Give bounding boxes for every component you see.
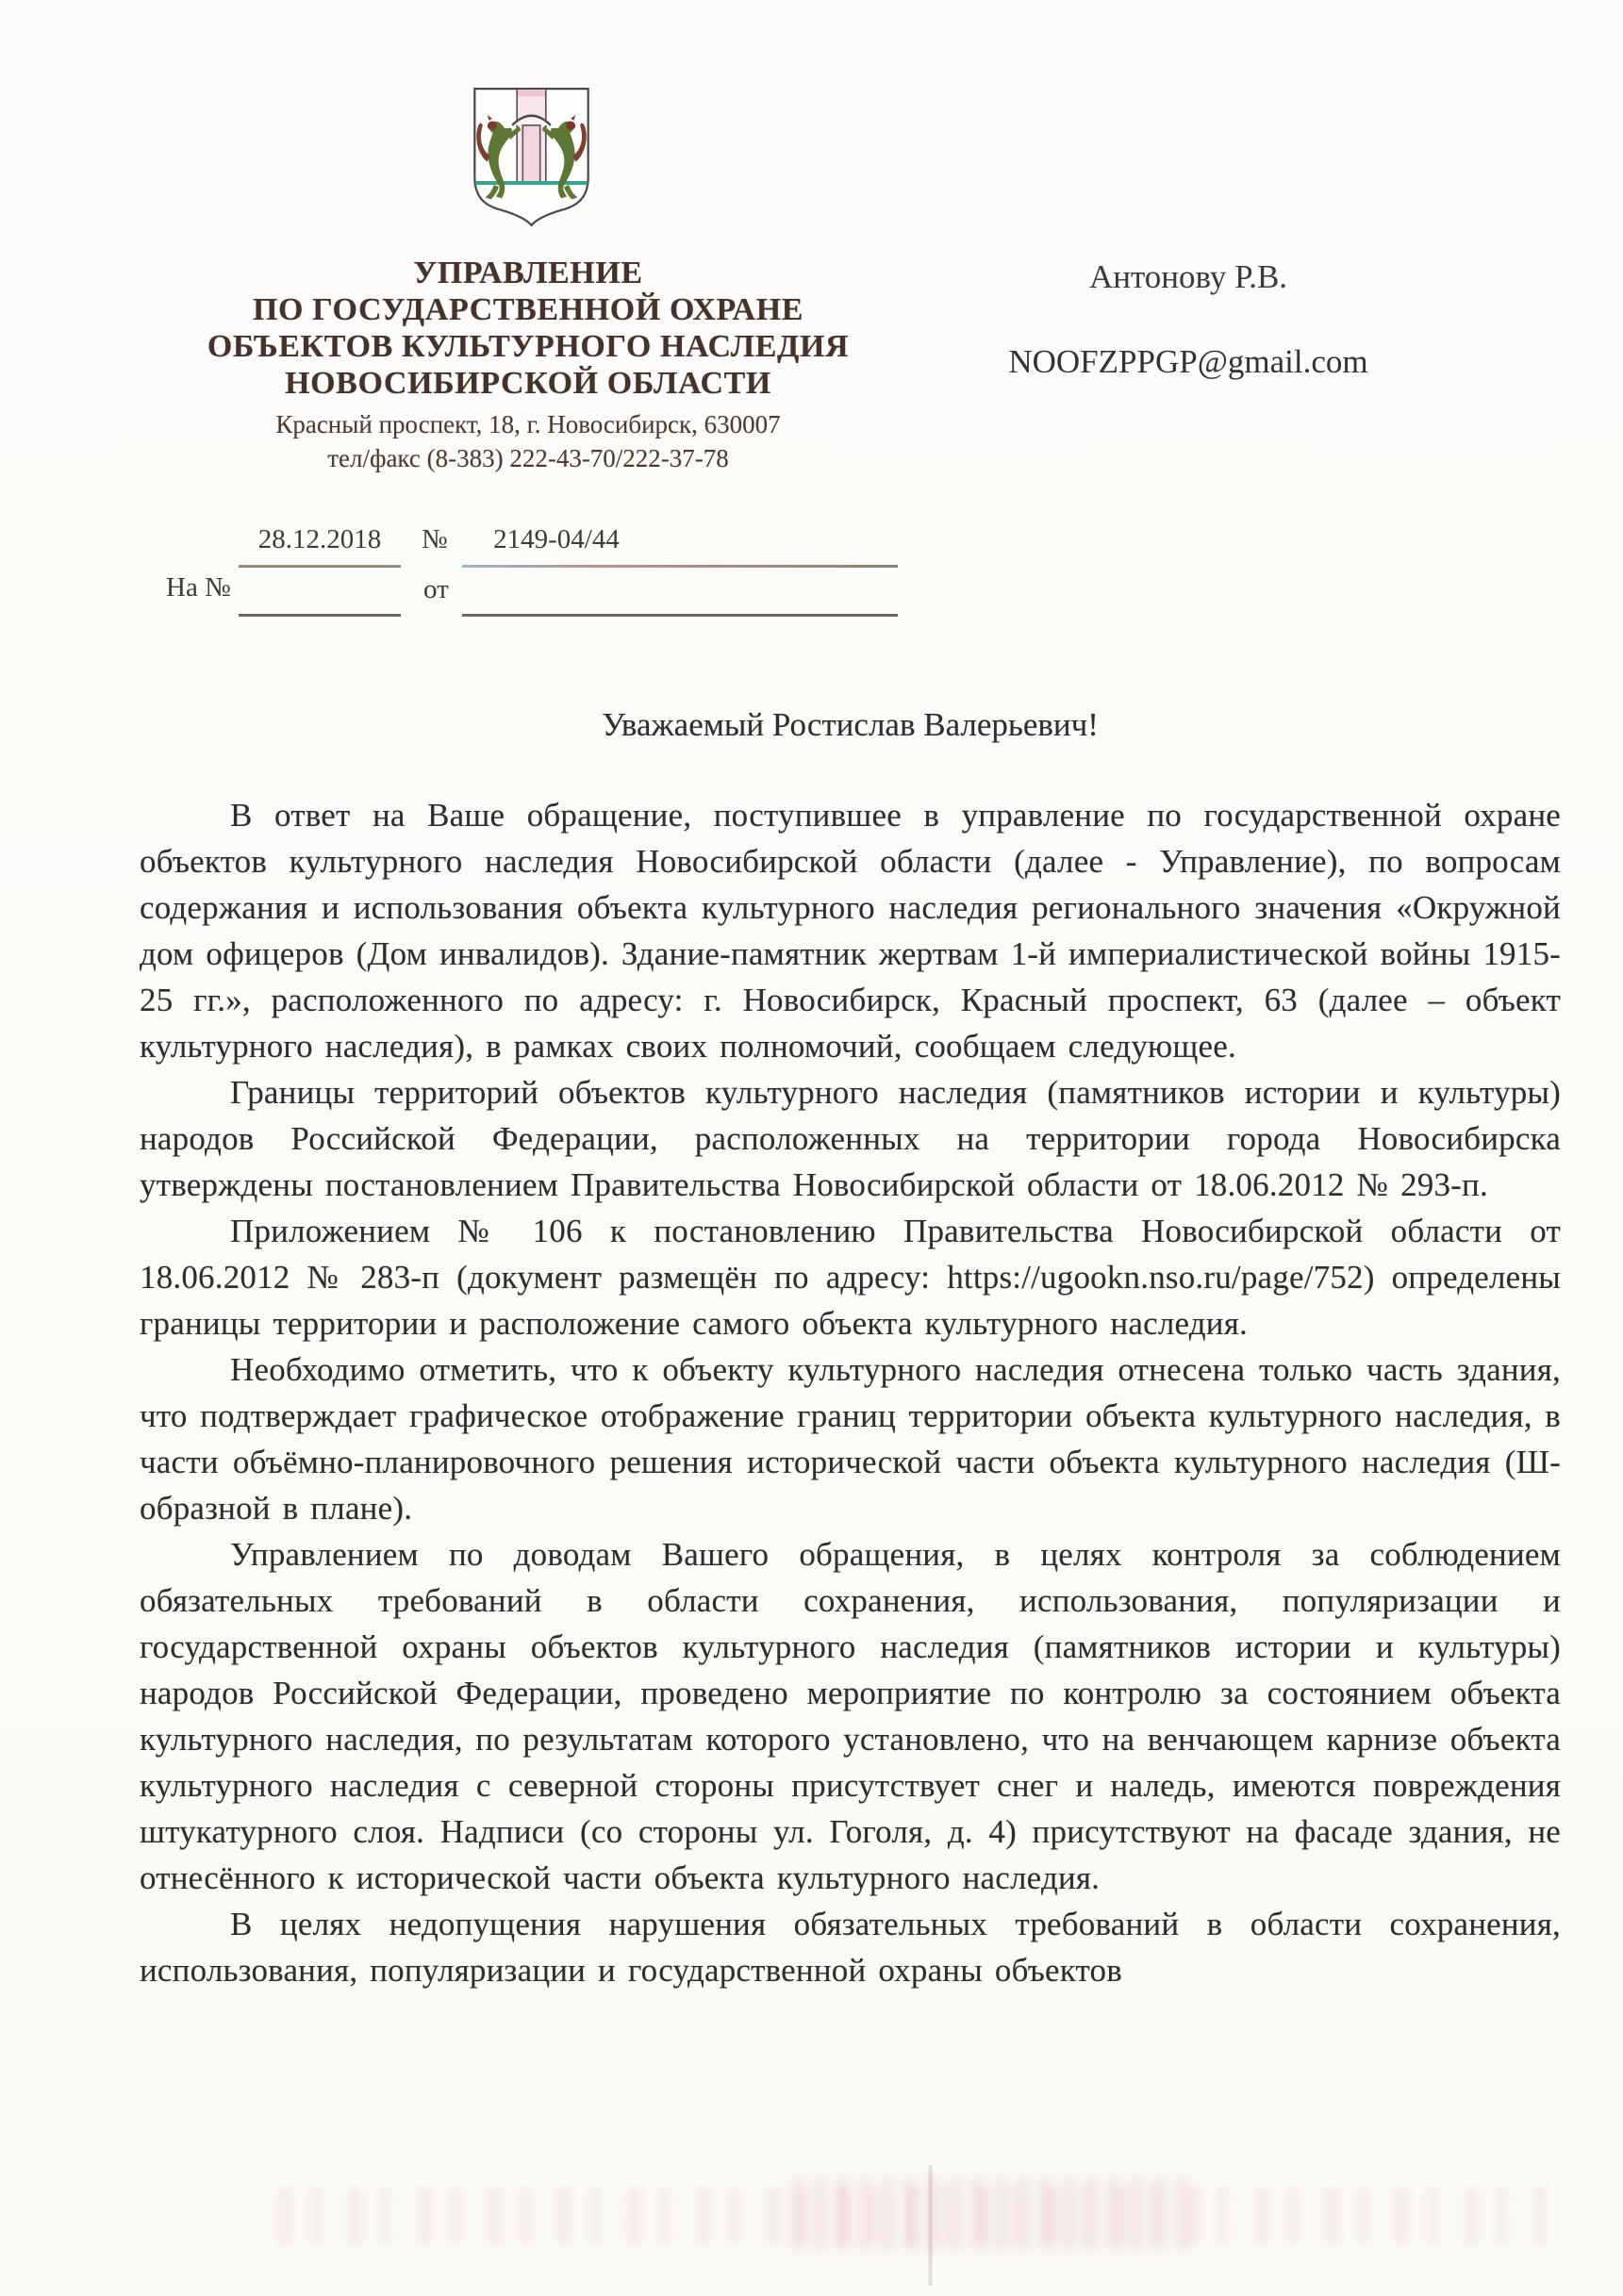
number-underline [462,565,898,568]
body-paragraph: Границы территорий объектов культурного наследия (памятников истории и культуры) народов Российской Федерации, расположенных на территории города Новосибирска утверждены постановлением Правительства Новосибирской области от 18.06.2012 № 293-п. [140,1074,1561,1203]
org-postal-address: Красный проспект, 18, г. Новосибирск, 630007 [275,410,781,438]
letter-body [140,702,1561,1993]
body-paragraph: В ответ на Ваше обращение, поступившее в управление по государственной охране объектов культурного наследия Новосибирской области (далее - Управление), по вопросам содержания и использования объекта культурного наследия регионального значения «Окружной дом офицеров (Дом инвалидов). Здание-памятник жертвам 1-й империалистической войны 1915-25 гг.», расположенного по адресу: г. Новосибирск, Красный проспект, 63 (далее – объект культурного наследия), в рамках своих полномочий, сообщаем следующее. [140,797,1561,1065]
recipient-block [948,258,1429,381]
recipient-name: Антонову Р.В. [1088,258,1288,295]
novosibirsk-oblast-coat-of-arms-icon [469,85,594,229]
bleed-through-artifact [929,2165,932,2286]
letter-number: 2149-04/44 [493,524,620,554]
org-name-line: НОВОСИБИРСКОЙ ОБЛАСТИ [285,366,771,401]
org-name-line: УПРАВЛЕНИЕ [413,256,643,290]
reply-number-underline [239,614,401,617]
letter-date: 28.12.2018 [257,524,382,554]
number-sign-label: № [422,524,448,554]
from-date-label: от [423,574,449,604]
body-paragraph: В целях недопущения нарушения обязательных требований в области сохранения, использования, популяризации и государственной охраны объектов [140,1906,1561,1989]
recipient-email: NOOFZPPGP@gmail.com [1008,343,1368,380]
org-phone-fax: тел/факс (8-383) 222-43-70/222-37-78 [327,444,729,472]
letterhead-address [99,408,957,475]
body-paragraph: Необходимо отметить, что к объекту культурного наследия отнесена только часть здания, что подтверждает графическое отображение границ территории объекта культурного наследия, в части объёмно-планировочного решения исторической части объекта культурного наследия (Ш-образной в плане). [140,1351,1561,1527]
org-name-line: ПО ГОСУДАРСТВЕННОЙ ОХРАНЕ [252,292,804,327]
body-paragraph: Управлением по доводам Вашего обращения, в целях контроля за соблюдением обязательных требований в области сохранения, использования, популяризации и государственной охраны объектов культурного наследия (памятников истории и культуры) народов Российской Федерации, проведено мероприятие по контролю за состоянием объекта культурного наследия, по результатам которого установлено, что на венчающем карнизе объекта культурного наследия с северной стороны присутствует снег и наледь, имеются повреждения штукатурного слоя. Надписи (со стороны ул. Гоголя, д. 4) присутствуют на фасаде здания, не отнесённого к исторической части объекта культурного наследия. [140,1536,1561,1896]
reply-date-underline [462,614,898,617]
letterhead-org-block [99,255,957,475]
bleed-through-artifact [792,2176,1198,2252]
bleed-through-artifact [278,2188,1547,2244]
date-underline [239,565,401,568]
org-name-line: ОБЪЕКТОВ КУЛЬТУРНОГО НАСЛЕДИЯ [207,329,850,364]
body-paragraph: Приложением № 106 к постановлению Правительства Новосибирской области от 18.06.2012 № 283-п (документ размещён по адресу: https://ugookn.nso.ru/page/752) определены границы территории и расположение самого объекта культурного наследия. [140,1213,1561,1342]
salutation: Уважаемый Ростислав Валерьевич! [602,706,1099,743]
reply-to-number-label: На № [166,572,231,603]
